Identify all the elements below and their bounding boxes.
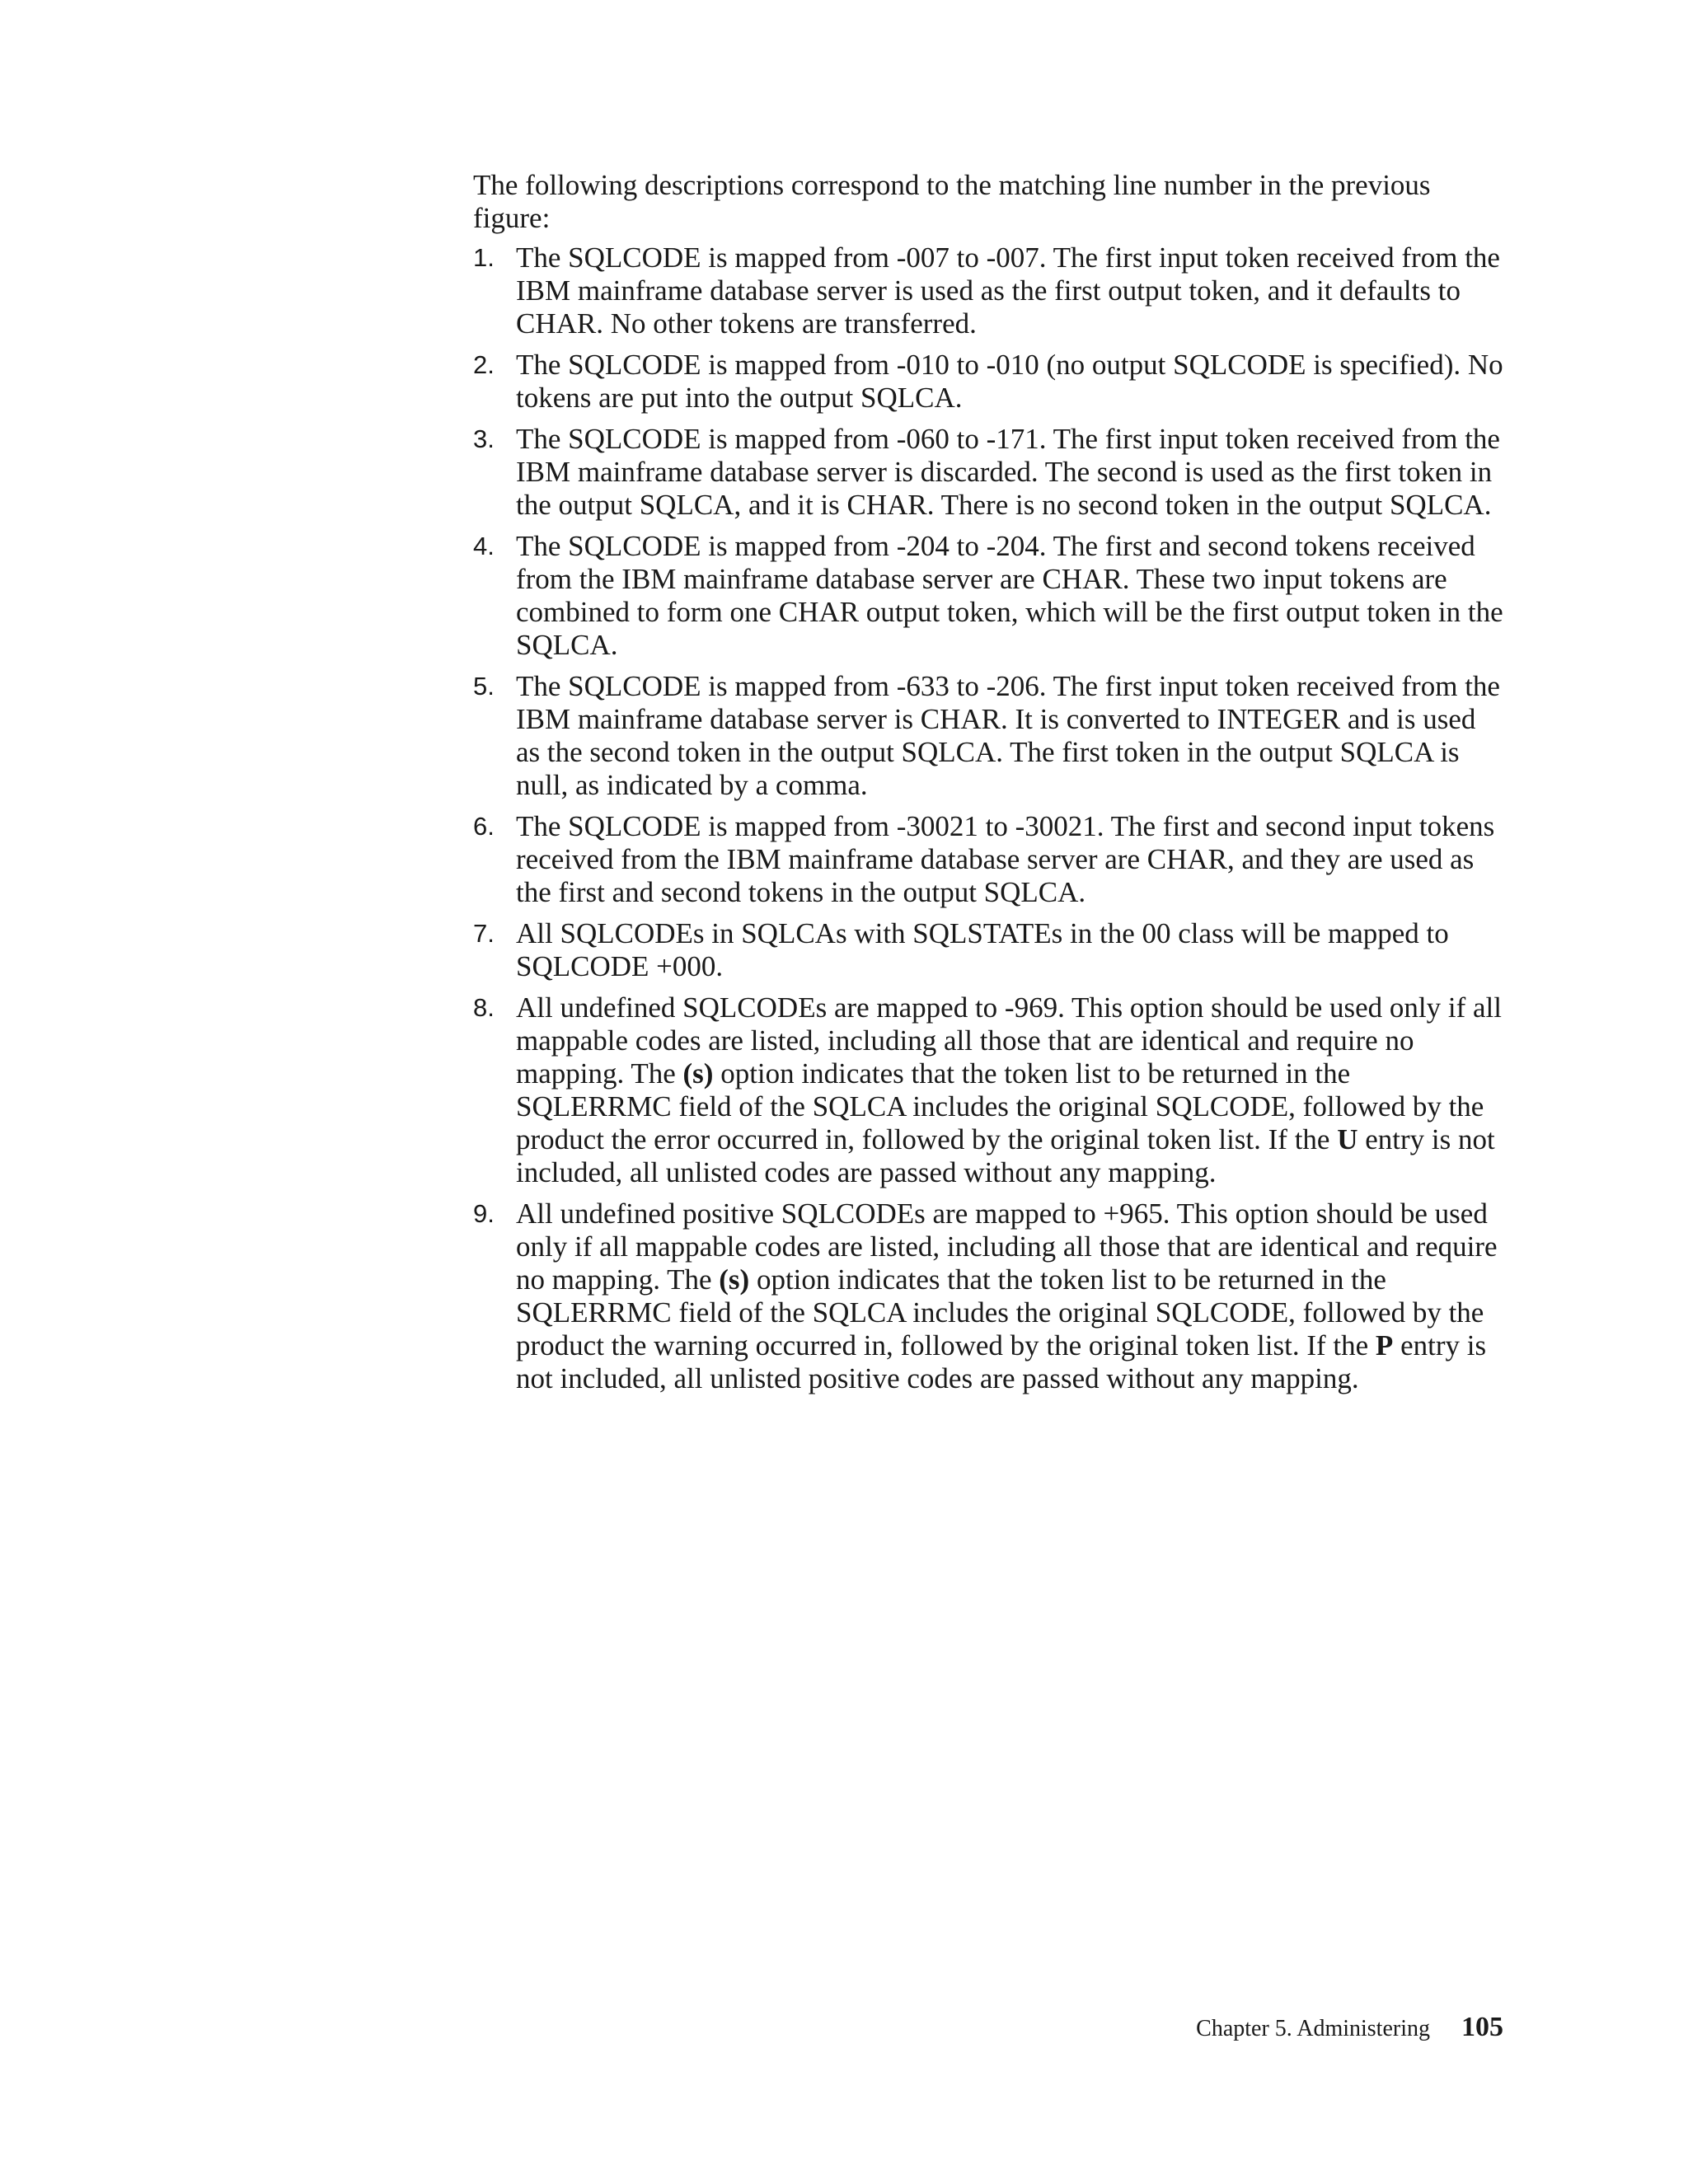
list-item-number: 9. [473,1199,495,1228]
page-number: 105 [1461,2012,1503,2042]
text-run: The SQLCODE is mapped from -633 to -206. The first input token received from the IBM mainframe database server is CHAR. It is converted to INTEGER and is used as the second token in the output SQLCA. The first token in the output SQLCA is null, as indicated by a comma. [516,670,1500,801]
list-item-number: 5. [473,672,495,701]
list-item-text [516,810,1494,908]
text-run: The SQLCODE is mapped from -010 to -010 (no output SQLCODE is specified). No tokens are put into the output SQLCA. [516,349,1503,414]
page-content [473,169,1503,1404]
list-item-number: 1. [473,243,495,272]
list-item-text [516,241,1500,340]
list-item-number: 6. [473,812,495,841]
list-item-text [516,530,1503,661]
list-item [473,991,1503,1189]
text-run: entry is not included, all unlisted codes are passed without any mapping. [516,1123,1495,1188]
text-run: All undefined SQLCODEs are mapped to -969. This option should be used only if all mappable codes are listed, including all those that are identical and require no mapping. The [516,991,1502,1090]
list-item-text [516,917,1449,982]
text-run: option indicates that the token list to be returned in the SQLERRMC field of the SQLCA includes the original SQLCODE, followed by the product the warning occurred in, followed by the original token list. If the [516,1263,1484,1361]
list-item-text [516,670,1500,801]
list-item [473,670,1503,802]
list-item-text [516,423,1500,521]
list-item-number: 8. [473,993,495,1022]
page-footer [1196,2012,1503,2043]
list-item [473,917,1503,983]
list-item [473,530,1503,662]
bold-term: (s) [719,1263,750,1296]
list-item-number: 2. [473,350,495,379]
list-item-number: 7. [473,919,495,948]
description-list [473,241,1503,1395]
list-item-text [516,1197,1498,1394]
text-run: The SQLCODE is mapped from -060 to -171. The first input token received from the IBM mainframe database server is discarded. The second is used as the first token in the output SQLCA, and it is CHAR. There is no second token in the output SQLCA. [516,423,1500,521]
bold-term: (s) [682,1057,714,1090]
list-item [473,810,1503,909]
intro-paragraph: The following descriptions correspond to the matching line number in the previous figure: [473,169,1431,234]
list-item [473,349,1503,415]
list-item [473,241,1503,340]
text-run: option indicates that the token list to be returned in the SQLERRMC field of the SQLCA includes the original SQLCODE, followed by the product the error occurred in, followed by the original token list. If the [516,1057,1484,1155]
text-run: All SQLCODEs in SQLCAs with SQLSTATEs in the 00 class will be mapped to SQLCODE +000. [516,917,1449,982]
list-item-number: 4. [473,532,495,560]
text-run: entry is not included, all unlisted positive codes are passed without any mapping. [516,1329,1487,1394]
footer-chapter-title: Chapter 5. Administering [1196,2016,1430,2041]
list-item-text [516,991,1502,1188]
text-run: The SQLCODE is mapped from -007 to -007. The first input token received from the IBM mainframe database server is used as the first output token, and it defaults to CHAR. No other tokens are transferred. [516,241,1500,340]
list-item-text [516,349,1503,414]
bold-term: P [1375,1329,1394,1361]
text-run: The SQLCODE is mapped from -30021 to -30021. The first and second input tokens received from the IBM mainframe database server are CHAR, and they are used as the first and second tokens in the output SQLCA. [516,810,1495,908]
bold-term: U [1337,1123,1358,1155]
list-item-number: 3. [473,424,495,453]
text-run: All undefined positive SQLCODEs are mapped to +965. This option should be used only if all mappable codes are listed, including all those that are identical and require no mapping. The [516,1197,1498,1296]
list-item [473,423,1503,522]
list-item [473,1197,1503,1395]
text-run: The SQLCODE is mapped from -204 to -204. The first and second tokens received from the IBM mainframe database server are CHAR. These two input tokens are combined to form one CHAR output token, which will be the first output token in the SQLCA. [516,530,1503,661]
